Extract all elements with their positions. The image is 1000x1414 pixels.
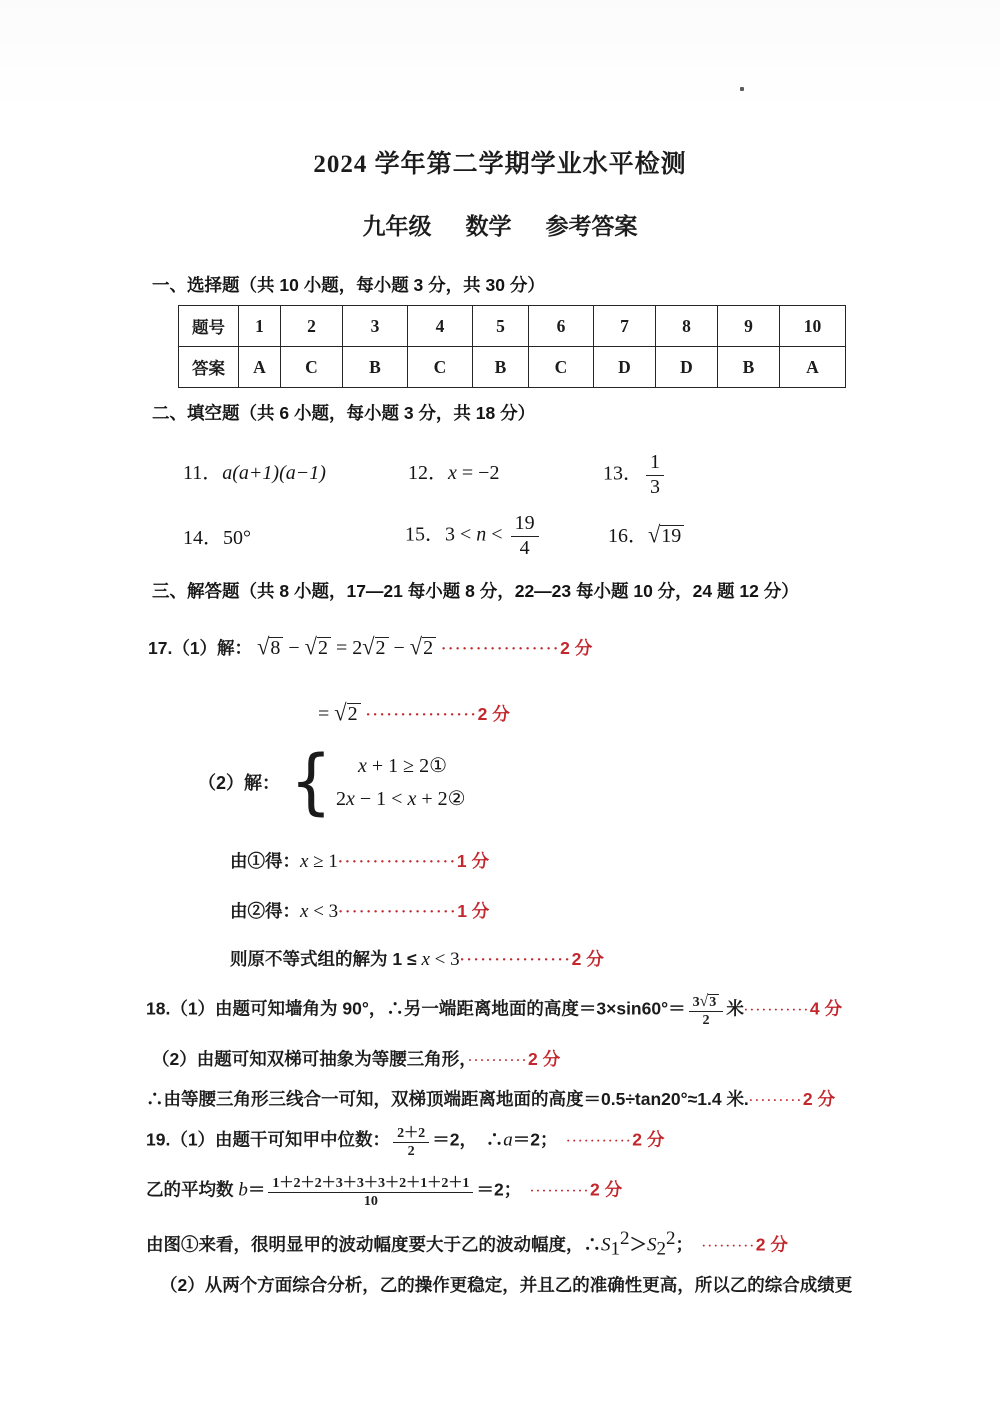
q17-part1-lead: 17.（1）解： <box>148 638 253 658</box>
answer-16 <box>608 519 684 548</box>
qnum-cell: 10 <box>780 306 846 347</box>
answer-cell: D <box>594 347 656 388</box>
q19-part1-line1: 19.（1）由题干可知甲中位数： $\frac{2+2}{2}$ ＝2， ∴a＝2； ···········2 分 <box>146 1125 665 1160</box>
section3-heading: 三、解答题（共 8 小题，17—21 每小题 8 分，22—23 每小题 10 分，24 题 12 分） <box>152 581 799 601</box>
qnum-cell: 5 <box>473 306 529 347</box>
qnum-cell: 1 <box>239 306 281 347</box>
q12-label: 12． <box>408 462 448 484</box>
answer-cell: B <box>473 347 529 388</box>
score-dots: ·········· <box>467 1053 529 1067</box>
q13-label: 13． <box>603 462 643 485</box>
qnum-cell: 4 <box>408 306 473 347</box>
inequality-2: 2x − 1 < x + 2② <box>336 787 466 810</box>
answer-13 <box>603 452 667 498</box>
q17-conclusion: 则原不等式组的解为 1 ≤ x < 3················2 分 <box>230 949 604 970</box>
q16-label: 16． <box>608 525 648 547</box>
score-badge: 4 分 <box>809 998 842 1019</box>
score-dots: ················· <box>338 904 458 920</box>
section1-heading: 一、选择题（共 10 小题，每小题 3 分，共 30 分） <box>152 275 545 295</box>
brace-symbol: { <box>290 739 333 824</box>
qnum-row-label: 题号 <box>179 306 239 347</box>
sqrt-2: √2 <box>410 634 436 660</box>
q13-fraction: $\frac{1}{3}$ <box>646 452 664 498</box>
answer-cell: D <box>656 347 718 388</box>
q15-variable: n <box>476 523 487 546</box>
answer-15: 15．3 < n < $\frac{19}{4}$ <box>405 513 542 559</box>
subtitle-grade: 九年级 <box>362 214 432 239</box>
sqrt-3: √3 <box>700 993 720 1010</box>
score-badge: 2 分 <box>560 638 593 658</box>
answer-11 <box>183 456 326 485</box>
scan-speck <box>740 87 744 91</box>
q17-part2-system <box>198 739 466 824</box>
answer-cell: C <box>281 347 343 388</box>
score-badge: 2 分 <box>590 1179 623 1200</box>
q12-value: = −2 <box>456 462 500 484</box>
answer-12 <box>408 456 499 485</box>
score-dots: ········· <box>701 1238 756 1253</box>
q12-variable: x <box>448 462 457 484</box>
qnum-cell: 3 <box>343 306 408 347</box>
q19-part1-line3: 由图①来看，很明显甲的波动幅度要大于乙的波动幅度，$\therefore S_1^2>S_2^2$； ·········2 分 <box>146 1228 788 1260</box>
page-subtitle <box>0 208 1000 241</box>
score-badge: 2 分 <box>571 949 604 969</box>
score-badge: 2 分 <box>528 1049 561 1069</box>
qnum-cell: 2 <box>281 306 343 347</box>
answer-cell: A <box>239 347 281 388</box>
answer-cell: B <box>343 347 408 388</box>
score-badge: 2 分 <box>632 1129 665 1150</box>
multiple-choice-answer-table <box>178 305 846 388</box>
q11-expression: a(a+1)(a−1) <box>222 462 326 484</box>
score-badge: 2 分 <box>755 1234 788 1255</box>
score-dots: ········· <box>748 1093 803 1107</box>
sqrt-2: √2 <box>305 634 331 660</box>
q19-mean-fraction: $\frac{1+2+2+3+3+3+2+1+2+1}{10}$ <box>268 1176 473 1209</box>
subtitle-type: 参考答案 <box>545 214 638 239</box>
q17-part1-line1: 17.（1）解： √8 − √2 = 2√2 − √2 ·················2 分 <box>148 633 593 660</box>
q19-part1-line2: 乙的平均数 b＝ $\frac{1+2+2+3+3+3+2+1+2+1}{10}$ ＝2； ··········2 分 <box>146 1175 623 1210</box>
score-dots: ················ <box>365 707 478 723</box>
answer-14 <box>183 521 251 550</box>
q15-label: 15． <box>405 523 445 546</box>
sqrt-8: √8 <box>257 634 283 660</box>
q19-median-fraction: $\frac{2+2}{2}$ <box>393 1126 429 1159</box>
score-dots: ················· <box>441 641 561 657</box>
qnum-cell: 8 <box>656 306 718 347</box>
q16-radical: √19 <box>648 522 684 548</box>
q14-value: 50° <box>223 527 251 549</box>
sqrt-2: √2 <box>334 700 360 726</box>
q18-part2-line2: ∴由等腰三角形三线合一可知，双梯顶端距离地面的高度＝0.5÷tan20°≈1.4 米.·········2 分 <box>146 1089 835 1109</box>
q18-part2-line1: （2）由题可知双梯可抽象为等腰三角形，··········2 分 <box>152 1049 561 1069</box>
q17-part2-lead: （2）解： <box>198 772 281 793</box>
q17-part1-line2: = √2 ················2 分 <box>318 699 510 726</box>
score-dots: ················ <box>459 952 572 968</box>
score-badge: 1 分 <box>457 901 490 921</box>
q17-step2: 由②得：x < 3·················1 分 <box>230 901 490 922</box>
section2-heading: 二、填空题（共 6 小题，每小题 3 分，共 18 分） <box>152 403 536 423</box>
q18-height-fraction: $\frac{3√3}{2}$ <box>689 993 724 1028</box>
score-badge: 1 分 <box>456 851 490 871</box>
answer-cell: B <box>718 347 780 388</box>
score-dots: ··········· <box>743 1002 810 1017</box>
table-row-question-numbers <box>179 306 846 347</box>
score-dots: ················· <box>337 854 457 870</box>
qnum-cell: 7 <box>594 306 656 347</box>
answer-row-label: 答案 <box>179 347 239 388</box>
qnum-cell: 6 <box>529 306 594 347</box>
inequality-1: x + 1 ≥ 2① <box>358 754 448 777</box>
q11-label: 11． <box>183 462 223 484</box>
answer-cell: C <box>408 347 473 388</box>
score-badge: 2 分 <box>477 704 510 724</box>
table-row-answers <box>179 347 846 388</box>
page-title: 2024 学年第二学期学业水平检测 <box>313 151 687 178</box>
answer-cell: C <box>529 347 594 388</box>
subtitle-subject: 数学 <box>465 214 512 239</box>
score-dots: ··········· <box>566 1133 633 1148</box>
answer-cell: A <box>780 347 846 388</box>
score-dots: ·········· <box>529 1183 590 1198</box>
qnum-cell: 9 <box>718 306 780 347</box>
q19-part2-line: （2）从两个方面综合分析，乙的操作更稳定，并且乙的准确性更高，所以乙的综合成绩更 <box>160 1275 853 1295</box>
q14-label: 14． <box>183 527 223 549</box>
q17-step1: 由①得：x ≥ 1·················1 分 <box>230 851 490 872</box>
q15-fraction: $\frac{19}{4}$ <box>511 513 539 559</box>
score-badge: 2 分 <box>802 1089 835 1109</box>
sqrt-2: √2 <box>362 634 388 660</box>
q18-part1-line: 18.（1）由题可知墙角为 90°，∴另一端距离地面的高度＝3×sin60°＝ $\frac{3√3}{2}$ 米···········4 分 <box>146 992 842 1029</box>
